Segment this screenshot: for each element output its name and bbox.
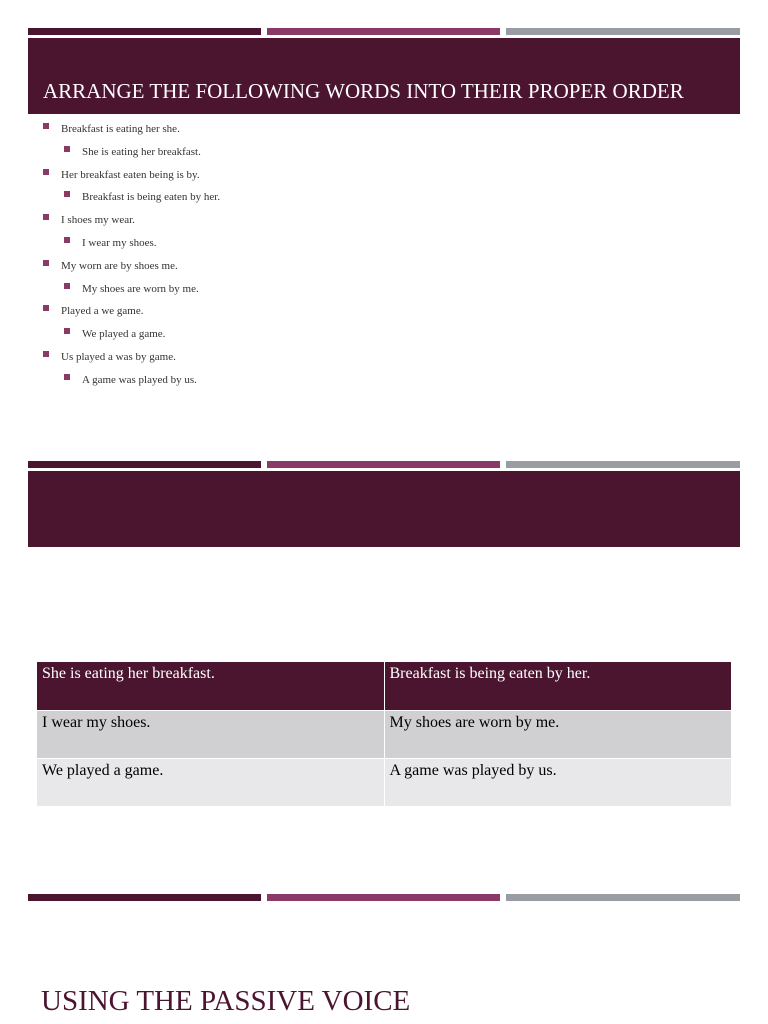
square-bullet-icon <box>43 169 49 175</box>
list-item-answer: My shoes are worn by me. <box>40 280 730 303</box>
stripe-dark <box>28 28 261 35</box>
stripe-gray <box>506 28 740 35</box>
top-stripes-slide2 <box>28 461 740 468</box>
active-passive-table <box>37 662 731 806</box>
sentence-list <box>40 120 730 394</box>
stripe-mid <box>267 894 500 901</box>
table-cell-passive: My shoes are worn by me. <box>384 710 731 758</box>
table-cell-passive: Breakfast is being eaten by her. <box>384 662 731 710</box>
table-cell-active: I wear my shoes. <box>37 710 384 758</box>
list-item-answer: A game was played by us. <box>40 371 730 394</box>
square-bullet-icon <box>64 191 70 197</box>
stripe-mid <box>267 461 500 468</box>
table-row <box>37 662 731 710</box>
slide3-title: USING THE PASSIVE VOICE <box>41 985 411 1017</box>
list-item-scrambled: Breakfast is eating her she. <box>40 120 730 143</box>
square-bullet-icon <box>43 305 49 311</box>
square-bullet-icon <box>43 351 49 357</box>
title-banner-slide1 <box>28 38 740 114</box>
list-item-answer: She is eating her breakfast. <box>40 143 730 166</box>
top-stripes-slide3 <box>28 894 740 901</box>
stripe-mid <box>267 28 500 35</box>
table-cell-passive: A game was played by us. <box>384 758 731 806</box>
table-row <box>37 758 731 806</box>
list-item-answer: Breakfast is being eaten by her. <box>40 188 730 211</box>
stripe-dark <box>28 894 261 901</box>
slide1-title: ARRANGE THE FOLLOWING WORDS INTO THEIR PROPER ORDER <box>43 79 684 103</box>
square-bullet-icon <box>64 237 70 243</box>
square-bullet-icon <box>64 328 70 334</box>
square-bullet-icon <box>64 283 70 289</box>
table-cell-active: She is eating her breakfast. <box>37 662 384 710</box>
list-item-scrambled: I shoes my wear. <box>40 211 730 234</box>
stripe-gray <box>506 894 740 901</box>
square-bullet-icon <box>43 123 49 129</box>
top-stripes-slide1 <box>28 28 740 35</box>
list-item-answer: I wear my shoes. <box>40 234 730 257</box>
title-banner-slide2 <box>28 471 740 547</box>
list-item-scrambled: Us played a was by game. <box>40 348 730 371</box>
stripe-dark <box>28 461 261 468</box>
list-item-answer: We played a game. <box>40 325 730 348</box>
square-bullet-icon <box>43 260 49 266</box>
table-cell-active: We played a game. <box>37 758 384 806</box>
square-bullet-icon <box>64 374 70 380</box>
stripe-gray <box>506 461 740 468</box>
table-row <box>37 710 731 758</box>
list-item-scrambled: Played a we game. <box>40 302 730 325</box>
square-bullet-icon <box>43 214 49 220</box>
list-item-scrambled: My worn are by shoes me. <box>40 257 730 280</box>
square-bullet-icon <box>64 146 70 152</box>
list-item-scrambled: Her breakfast eaten being is by. <box>40 166 730 189</box>
